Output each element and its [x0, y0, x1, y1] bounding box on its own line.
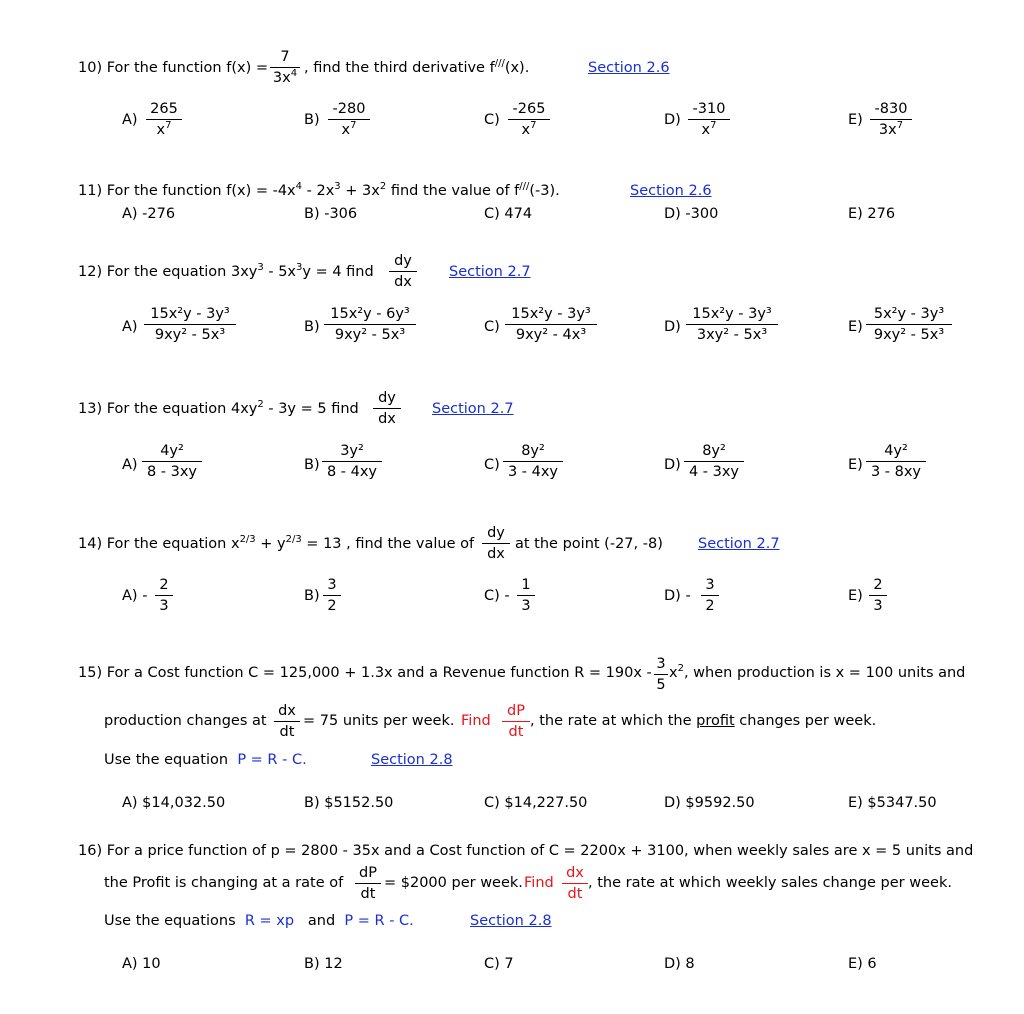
q13-choice-d-num: 8y²	[702, 443, 726, 459]
q13-choice-a-label[interactable]: A)	[122, 457, 138, 473]
q12-choice-e-den: 9xy² - 5x³	[873, 326, 945, 343]
q12-prefix: 12) For the equation 3xy	[78, 264, 258, 280]
q12-mid: - 5x	[263, 264, 297, 280]
q10-choice-a-label[interactable]: A)	[122, 112, 138, 128]
q10-choice-b-label[interactable]: B)	[304, 112, 320, 128]
q14-dx: dx	[487, 545, 505, 562]
q14-choice-e[interactable]	[869, 578, 887, 613]
q15-x2-exp: 2	[677, 663, 684, 674]
q14-suffix: = 13 , find the value of	[301, 536, 475, 552]
q14-choice-b[interactable]	[323, 578, 341, 613]
q10-choice-e-exp: 7	[896, 119, 904, 131]
q11-suffix: (-3).	[529, 183, 560, 199]
q16-choice-e[interactable]: E) 6	[848, 956, 877, 972]
q10-choice-d-num: -310	[692, 101, 726, 117]
q13-choice-e[interactable]	[866, 444, 926, 479]
q13-choice-b-den: 8 - 4xy	[326, 463, 378, 480]
q10-choice-b[interactable]	[328, 102, 370, 137]
q12-dydx	[389, 254, 417, 289]
q14-dydx	[482, 526, 510, 561]
q15-dxdt	[274, 704, 300, 739]
q13-choice-e-label[interactable]: E)	[848, 457, 863, 473]
q13-exp1: 2	[257, 399, 264, 410]
q14-choice-a-den: 3	[159, 597, 169, 614]
q12-choice-b-label[interactable]: B)	[304, 319, 320, 335]
q15-choice-a[interactable]: A) $14,032.50	[122, 795, 226, 811]
q15-choice-d[interactable]: D) $9592.50	[664, 795, 755, 811]
q14-choice-c-num: 1	[521, 577, 531, 593]
q11-exp1: 4	[295, 181, 303, 192]
q12-exp2: 3	[296, 262, 303, 273]
q12-choice-b-num: 15x²y - 6y³	[330, 306, 410, 322]
q16-dxdt	[562, 866, 588, 901]
q10-section-link[interactable]: Section 2.6	[588, 60, 670, 76]
q13-choice-d-label[interactable]: D)	[664, 457, 681, 473]
q10-frac-den-exp: 4	[290, 67, 298, 79]
q13-choice-b-label[interactable]: B)	[304, 457, 320, 473]
q14-mid: + y	[255, 536, 286, 552]
q14-choice-c[interactable]	[517, 578, 535, 613]
q14-choice-d-num: 3	[705, 577, 715, 593]
q16-dt: dt	[360, 885, 376, 902]
q13-dx: dx	[378, 410, 396, 427]
q13-choice-a-den: 8 - 3xy	[146, 463, 198, 480]
q16-line3-prefix: Use the equations	[104, 913, 236, 929]
q10-choice-c-label[interactable]: C)	[484, 112, 500, 128]
q16-dx: dx	[566, 865, 584, 881]
q16-choice-b[interactable]: B) 12	[304, 956, 343, 972]
q10-triple-prime: ///	[494, 58, 505, 69]
q14-choice-b-num: 3	[327, 577, 337, 593]
q12-choice-d-label[interactable]: D)	[664, 319, 681, 335]
q16-line2-suffix: , the rate at which weekly sales change per week.	[588, 875, 952, 891]
q14-section-link[interactable]: Section 2.7	[698, 536, 780, 552]
q15-dt: dt	[279, 723, 295, 740]
q10-choice-e-label[interactable]: E)	[848, 112, 863, 128]
q14-choice-e-den: 3	[873, 597, 883, 614]
q10-suffix: , find the third derivative f	[304, 60, 495, 76]
q11-choice-b[interactable]: B) -306	[304, 206, 358, 222]
q14-choice-d-sign: -	[685, 588, 691, 604]
q15-profit: profit	[696, 713, 735, 729]
q15-line1-suffix: , when production is x = 100 units and	[683, 665, 966, 681]
q10-choice-e-num: -830	[874, 101, 908, 117]
q14-suffix2: at the point (-27, -8)	[515, 536, 663, 552]
q13-choice-b[interactable]	[322, 444, 382, 479]
q14-choice-b-label[interactable]: B)	[304, 588, 320, 604]
q15-equation: P = R - C.	[237, 752, 307, 768]
q15-frac-num: 3	[656, 656, 666, 672]
q15-frac-den: 5	[656, 676, 666, 693]
q11-prefix: 11) For the function f(x) = -4x	[78, 183, 296, 199]
q10-choice-c-den: x	[521, 121, 531, 138]
q11-mid2: + 3x	[340, 183, 380, 199]
q14-choice-e-num: 2	[873, 577, 883, 593]
q15-line2-prefix: production changes at	[104, 713, 267, 729]
q15-choice-e[interactable]: E) $5347.50	[848, 795, 937, 811]
q15-x2: x	[669, 665, 678, 681]
q15-dt2: dt	[508, 723, 524, 740]
q13-section-link[interactable]: Section 2.7	[432, 401, 514, 417]
q16-dt2: dt	[567, 885, 583, 902]
q15-find: Find	[461, 713, 491, 729]
q14-choice-e-label[interactable]: E)	[848, 588, 863, 604]
q14-dy: dy	[487, 525, 505, 541]
q11-choice-e[interactable]: E) 276	[848, 206, 896, 222]
q14-choice-d[interactable]	[701, 578, 719, 613]
q12-choice-e[interactable]	[866, 307, 952, 342]
q13-choice-c-label[interactable]: C)	[484, 457, 500, 473]
q12-choice-b[interactable]	[324, 307, 416, 342]
q11-choice-c[interactable]: C) 474	[484, 206, 533, 222]
q16-choice-d[interactable]: D) 8	[664, 956, 695, 972]
q10-choice-d-den: x	[701, 121, 711, 138]
q13-choice-c-den: 3 - 4xy	[507, 463, 559, 480]
q14-prefix: 14) For the equation x	[78, 536, 240, 552]
q16-line2-mid: = $2000 per week.	[384, 875, 523, 891]
q12-section-link[interactable]: Section 2.7	[449, 264, 531, 280]
q12-suffix: y = 4 find	[302, 264, 374, 280]
q14-exp1: 2/3	[239, 534, 256, 545]
q10-choice-b-den: x	[341, 121, 351, 138]
q10-choice-c[interactable]	[508, 102, 550, 137]
q14-choice-d-den: 2	[705, 597, 715, 614]
q10-choice-d-label[interactable]: D)	[664, 112, 681, 128]
q12-choice-a-num: 15x²y - 3y³	[150, 306, 230, 322]
q15-line2-mid: = 75 units per week.	[303, 713, 455, 729]
q12-choice-a[interactable]	[144, 307, 236, 342]
q13-dy: dy	[378, 390, 396, 406]
q12-choice-e-num: 5x²y - 3y³	[873, 306, 945, 322]
q14-choice-a-sign: -	[142, 588, 148, 604]
q14-choice-b-den: 2	[327, 597, 337, 614]
q16-and: and	[307, 913, 336, 929]
q10-choice-a-den: x	[156, 121, 166, 138]
q12-choice-d-num: 15x²y - 3y³	[692, 306, 772, 322]
q10-choice-d[interactable]	[688, 102, 730, 137]
q10-fraction	[270, 50, 300, 85]
q15-dx: dx	[278, 703, 296, 719]
q15-dP: dP	[507, 703, 525, 719]
q14-exp2: 2/3	[285, 534, 302, 545]
q11-section-link[interactable]: Section 2.6	[630, 183, 712, 199]
q15-choice-c[interactable]: C) $14,227.50	[484, 795, 588, 811]
q11-mid3: find the value of f	[386, 183, 520, 199]
q12-dy: dy	[394, 253, 412, 269]
q10-frac-num: 7	[280, 49, 290, 65]
q16-eq2: P = R - C.	[344, 913, 414, 929]
q12-choice-a-den: 9xy² - 5x³	[154, 326, 226, 343]
q13-suffix: - 3y = 5 find	[263, 401, 359, 417]
q13-choice-d-den: 4 - 3xy	[688, 463, 740, 480]
q12-choice-b-den: 9xy² - 5x³	[334, 326, 406, 343]
q13-choice-c-num: 8y²	[521, 443, 545, 459]
q14-choice-c-den: 3	[521, 597, 531, 614]
q15-line2-suffix-a: , the rate at which the	[530, 713, 697, 729]
q16-dPdt	[355, 866, 381, 901]
q14-choice-a-label[interactable]: A)	[122, 588, 138, 604]
q16-dP: dP	[359, 865, 377, 881]
q10-choice-e[interactable]	[870, 102, 912, 137]
q11-choice-d[interactable]: D) -300	[664, 206, 719, 222]
q15-line1-prefix: 15) For a Cost function C = 125,000 + 1.3x and a Revenue function R = 190x -	[78, 665, 652, 681]
q11-mid1: - 2x	[302, 183, 335, 199]
q12-dx: dx	[394, 273, 412, 290]
q10-prefix: 10) For the function f(x) =	[78, 60, 268, 76]
q15-section-link[interactable]: Section 2.8	[371, 752, 453, 768]
q14-choice-c-sign: -	[504, 588, 510, 604]
q16-choice-c[interactable]: C) 7	[484, 956, 514, 972]
q13-choice-a-num: 4y²	[160, 443, 184, 459]
q12-choice-a-label[interactable]: A)	[122, 319, 138, 335]
q12-choice-e-label[interactable]: E)	[848, 319, 863, 335]
q11-exp2: 3	[334, 181, 341, 192]
q10-choice-d-exp: 7	[710, 119, 717, 131]
q13-choice-d[interactable]	[684, 444, 744, 479]
q10-choice-c-exp: 7	[530, 119, 537, 131]
q14-choice-a[interactable]	[155, 578, 173, 613]
q12-choice-c-num: 15x²y - 3y³	[511, 306, 591, 322]
q11-triple-prime: ///	[519, 181, 530, 192]
q12-exp1: 3	[257, 262, 264, 273]
q10-suffix2: (x).	[504, 60, 530, 76]
q14-choice-a-num: 2	[159, 577, 169, 593]
q16-line1: 16) For a price function of p = 2800 - 35x and a Cost function of C = 2200x + 3100, when weekly sales are x = 5 units and	[78, 843, 974, 859]
q12-choice-d[interactable]	[686, 307, 778, 342]
q13-choice-e-num: 4y²	[884, 443, 908, 459]
q12-choice-c[interactable]	[505, 307, 597, 342]
q15-fraction	[654, 657, 668, 692]
q11-choice-a[interactable]: A) -276	[122, 206, 176, 222]
q14-choice-d-label[interactable]: D)	[664, 588, 681, 604]
q10-choice-a-num: 265	[150, 101, 178, 117]
q12-choice-c-den: 9xy² - 4x³	[515, 326, 587, 343]
q10-frac-den: 3x	[272, 69, 291, 86]
q13-choice-c[interactable]	[503, 444, 563, 479]
q15-dPdt	[502, 704, 530, 739]
q10-choice-a-exp: 7	[165, 119, 172, 131]
q10-choice-c-num: -265	[512, 101, 546, 117]
q14-choice-c-label[interactable]: C)	[484, 588, 500, 604]
q16-choice-a[interactable]: A) 10	[122, 956, 161, 972]
q13-choice-b-num: 3y²	[340, 443, 364, 459]
q10-choice-b-exp: 7	[350, 119, 357, 131]
q15-choice-b[interactable]: B) $5152.50	[304, 795, 394, 811]
q13-dydx	[373, 391, 401, 426]
q13-choice-a[interactable]	[142, 444, 202, 479]
q12-choice-d-den: 3xy² - 5x³	[696, 326, 768, 343]
q10-choice-b-num: -280	[332, 101, 366, 117]
q16-line2-prefix: the Profit is changing at a rate of	[104, 875, 344, 891]
q16-find: Find	[524, 875, 554, 891]
q13-prefix: 13) For the equation 4xy	[78, 401, 258, 417]
q16-section-link[interactable]: Section 2.8	[470, 913, 552, 929]
q12-choice-c-label[interactable]: C)	[484, 319, 500, 335]
q10-choice-a[interactable]	[146, 102, 182, 137]
q10-choice-e-den: 3x	[878, 121, 897, 138]
q13-choice-e-den: 3 - 8xy	[870, 463, 922, 480]
q11-exp3: 2	[379, 181, 387, 192]
q16-eq1: R = xp	[244, 913, 295, 929]
q15-line2-suffix-b: changes per week.	[734, 713, 877, 729]
q15-line3-prefix: Use the equation	[104, 752, 229, 768]
